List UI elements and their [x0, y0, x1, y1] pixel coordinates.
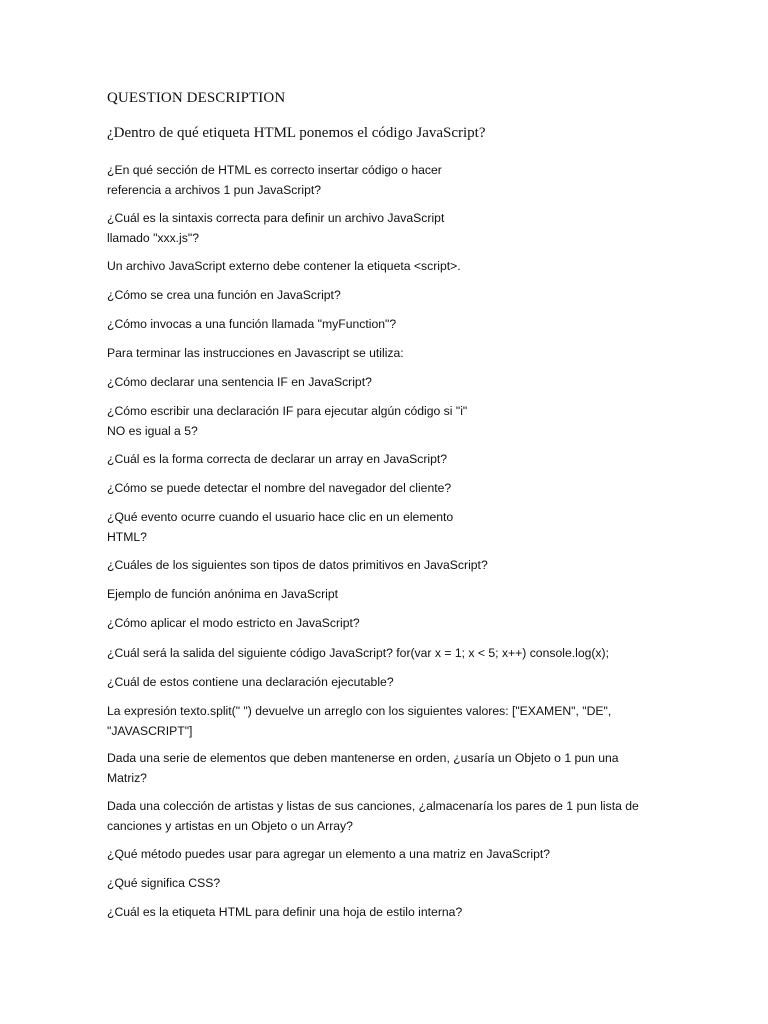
question-line: ¿Cuál es la sintaxis correcta para definir un archivo JavaScript [107, 211, 445, 225]
question-item [107, 450, 447, 470]
question-item [107, 556, 488, 576]
question-item [107, 402, 467, 441]
question-item [107, 874, 220, 894]
question-line: Dada una colección de artistas y listas de sus canciones, ¿almacenaría los pares de 1 pun lista de [107, 799, 639, 813]
question-line: Matriz? [107, 770, 147, 785]
question-item [107, 845, 550, 865]
question-item [107, 209, 444, 248]
question-line: ¿Cómo declarar una sentencia IF en JavaScript? [107, 375, 372, 389]
question-item [107, 161, 442, 200]
question-item [107, 315, 396, 335]
question-line: ¿Qué significa CSS? [107, 876, 221, 890]
question-description-heading: QUESTION DESCRIPTION [107, 90, 286, 106]
question-line: ¿Cuál de estos contiene una declaración ejecutable? [107, 675, 394, 689]
question-item [107, 614, 360, 634]
question-item [107, 479, 451, 499]
question-item [107, 508, 453, 547]
question-line: ¿Cómo se puede detectar el nombre del navegador del cliente? [107, 481, 452, 495]
question-line: Dada una serie de elementos que deben mantenerse en orden, ¿usaría un Objeto o 1 pun una [107, 751, 619, 765]
question-line: ¿Cómo invocas a una función llamada "myFunction"? [107, 317, 397, 331]
question-item [107, 644, 609, 664]
question-line: La expresión texto.split(" ") devuelve un arreglo con los siguientes valores: ["EXAMEN", "DE", [107, 704, 612, 718]
question-line: Un archivo JavaScript externo debe contener la etiqueta <script>. [107, 259, 461, 273]
question-item [107, 344, 404, 364]
question-line: llamado "xxx.js"? [107, 230, 199, 245]
question-line: Para terminar las instrucciones en Javascript se utiliza: [107, 346, 404, 360]
question-item [107, 673, 394, 693]
question-line: referencia a archivos 1 pun JavaScript? [107, 182, 322, 197]
question-item [107, 702, 611, 741]
question-line: ¿Cómo se crea una función en JavaScript? [107, 288, 341, 302]
question-line: ¿Cómo aplicar el modo estricto en JavaScript? [107, 616, 360, 630]
question-line: ¿En qué sección de HTML es correcto insertar código o hacer [107, 163, 442, 177]
question-line: ¿Cuál es la etiqueta HTML para definir una hoja de estilo interna? [107, 905, 463, 919]
question-item [107, 286, 341, 306]
question-line: ¿Cuál será la salida del siguiente código JavaScript? for(var x = 1; x < 5; x++) console.log(x); [107, 646, 609, 660]
first-question-title: ¿Dentro de qué etiqueta HTML ponemos el código JavaScript? [107, 125, 486, 141]
question-line: ¿Qué método puedes usar para agregar un elemento a una matriz en JavaScript? [107, 847, 551, 861]
question-line: HTML? [107, 529, 147, 544]
question-line: ¿Qué evento ocurre cuando el usuario hace clic en un elemento [107, 510, 454, 524]
question-item [107, 257, 461, 277]
question-line: ¿Cómo escribir una declaración IF para ejecutar algún código si "i" [107, 404, 468, 418]
question-line: ¿Cuál es la forma correcta de declarar un array en JavaScript? [107, 452, 448, 466]
question-item [107, 749, 619, 788]
question-item [107, 373, 372, 393]
question-line: "JAVASCRIPT"] [107, 723, 193, 738]
question-line: Ejemplo de función anónima en JavaScript [107, 587, 339, 601]
question-line: ¿Cuáles de los siguientes son tipos de datos primitivos en JavaScript? [107, 558, 488, 572]
question-item [107, 797, 639, 836]
question-item [107, 585, 338, 605]
question-line: NO es igual a 5? [107, 423, 198, 438]
question-item [107, 903, 462, 923]
question-line: canciones y artistas en un Objeto o un Array? [107, 818, 353, 833]
